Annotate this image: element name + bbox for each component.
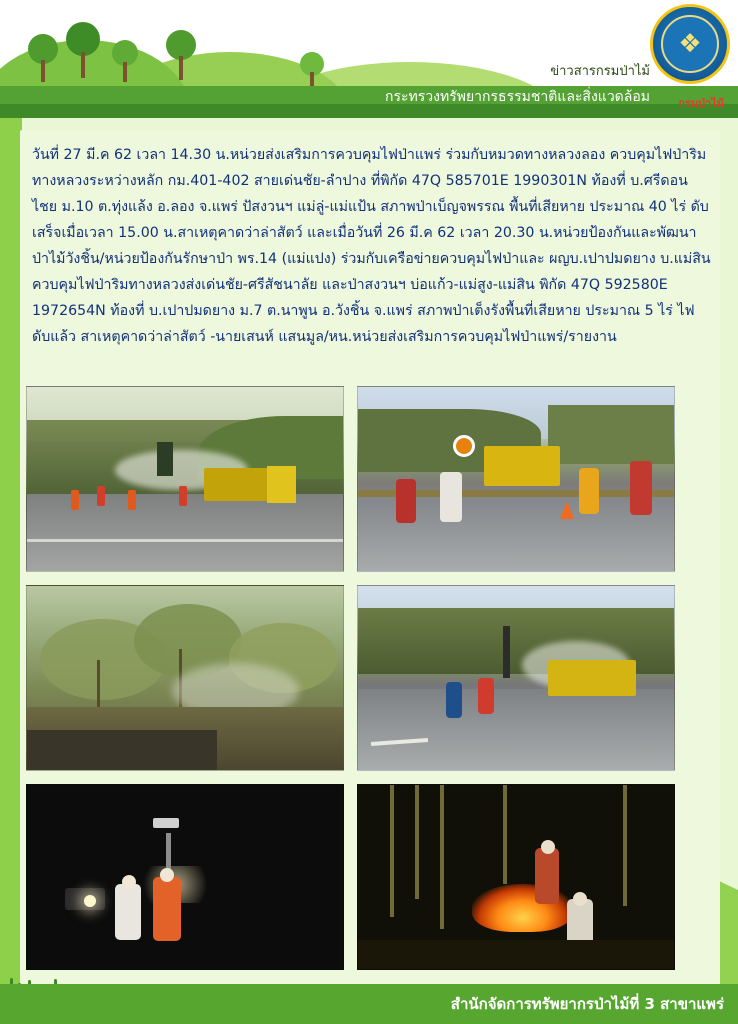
photo-row (26, 386, 714, 572)
photo-row (26, 585, 714, 771)
photo-road-truck-smoke-2[interactable] (357, 585, 675, 771)
footer-office-label: สำนักจัดการทรัพยากรป่าไม้ที่ 3 สาขาแพร่ (450, 995, 724, 1013)
photo-burnt-scrub[interactable] (26, 585, 344, 771)
photo-road-firetruck-smoke[interactable] (26, 386, 344, 572)
photo-night-fire[interactable] (357, 784, 675, 970)
logo-inner-disc (661, 15, 719, 73)
header-title-line1: ข่าวสารกรมป่าไม้ (550, 64, 650, 79)
logo-label: กรมป่าไม้ (678, 97, 724, 110)
forest-department-logo (650, 4, 730, 84)
header-title-line2: กระทรวงทรัพยากรธรรมชาติและสิ่งแวดล้อม (385, 89, 650, 105)
photo-grid (26, 386, 714, 983)
article-body: วันที่ 27 มี.ค 62 เวลา 14.30 น.หน่วยส่งเสริมการควบคุมไฟป่าแพร่ ร่วมกับหมวดทางหลวงลอง ควบคุมไฟป่าริมทางหลวงระหว่างหลัก กม.401-402 สายเด่นชัย-ลำปาง ที่พิกัด 47Q 585701E 1990301N ท้องที่ บ.ศรีดอนไชย ม.10 ต.ทุ่งแล้ง อ.ลอง จ.แพร่ ปัสงวนฯ แม่ลู่-แม่แป้น สภาพป่าเบ็ญจพรรณ พื้นที่เสียหาย ประมาณ 40 ไร่ ดับเสร็จเมื่อเวลา 15.00 น.สาเหตุคาดว่าล่าสัตว์ และเมื่อวันที่ 26 มี.ค 62 เวลา 20.30 น.หน่วยป้องกันและพัฒนาป่าไม้วังชิ้น/หน่วยป้องกันรักษาป่า พร.14 (แม่แปง) ร่วมกับเครือข่ายควบคุมไฟป่าและ ผญบ.เปาปมดยาง บ.แม่สิน ควบคุมไฟป่าริมทางหลวงส่งเด่นชัย-ศรีสัชนาลัย และป่าสงวนฯ บ่อแก้ว-แม่สูง-แม่สิน พิกัด 47Q 592580E 1972654N ท้องที่ บ.เปาปมดยาง ม.7 ต.นาพูน อ.วังชิ้น จ.แพร่ สภาพป่าเต็งรังพื้นที่เสียหาย ประมาณ 5 ไร่ ไฟดับแล้ว สาเหตุคาดว่าล่าสัตว์ -นายเสนห์ แสนมูล/หน.หน่วยส่งเสริมการควบคุมไฟป่าแพร่/รายงาน (32, 147, 711, 345)
photo-row (26, 784, 714, 970)
logo-emblem-icon: ❖ (678, 29, 702, 59)
page-footer (0, 984, 738, 1024)
photo-night-patrol[interactable] (26, 784, 344, 970)
photo-roadside-crew[interactable] (357, 386, 675, 572)
page-header (0, 0, 738, 118)
